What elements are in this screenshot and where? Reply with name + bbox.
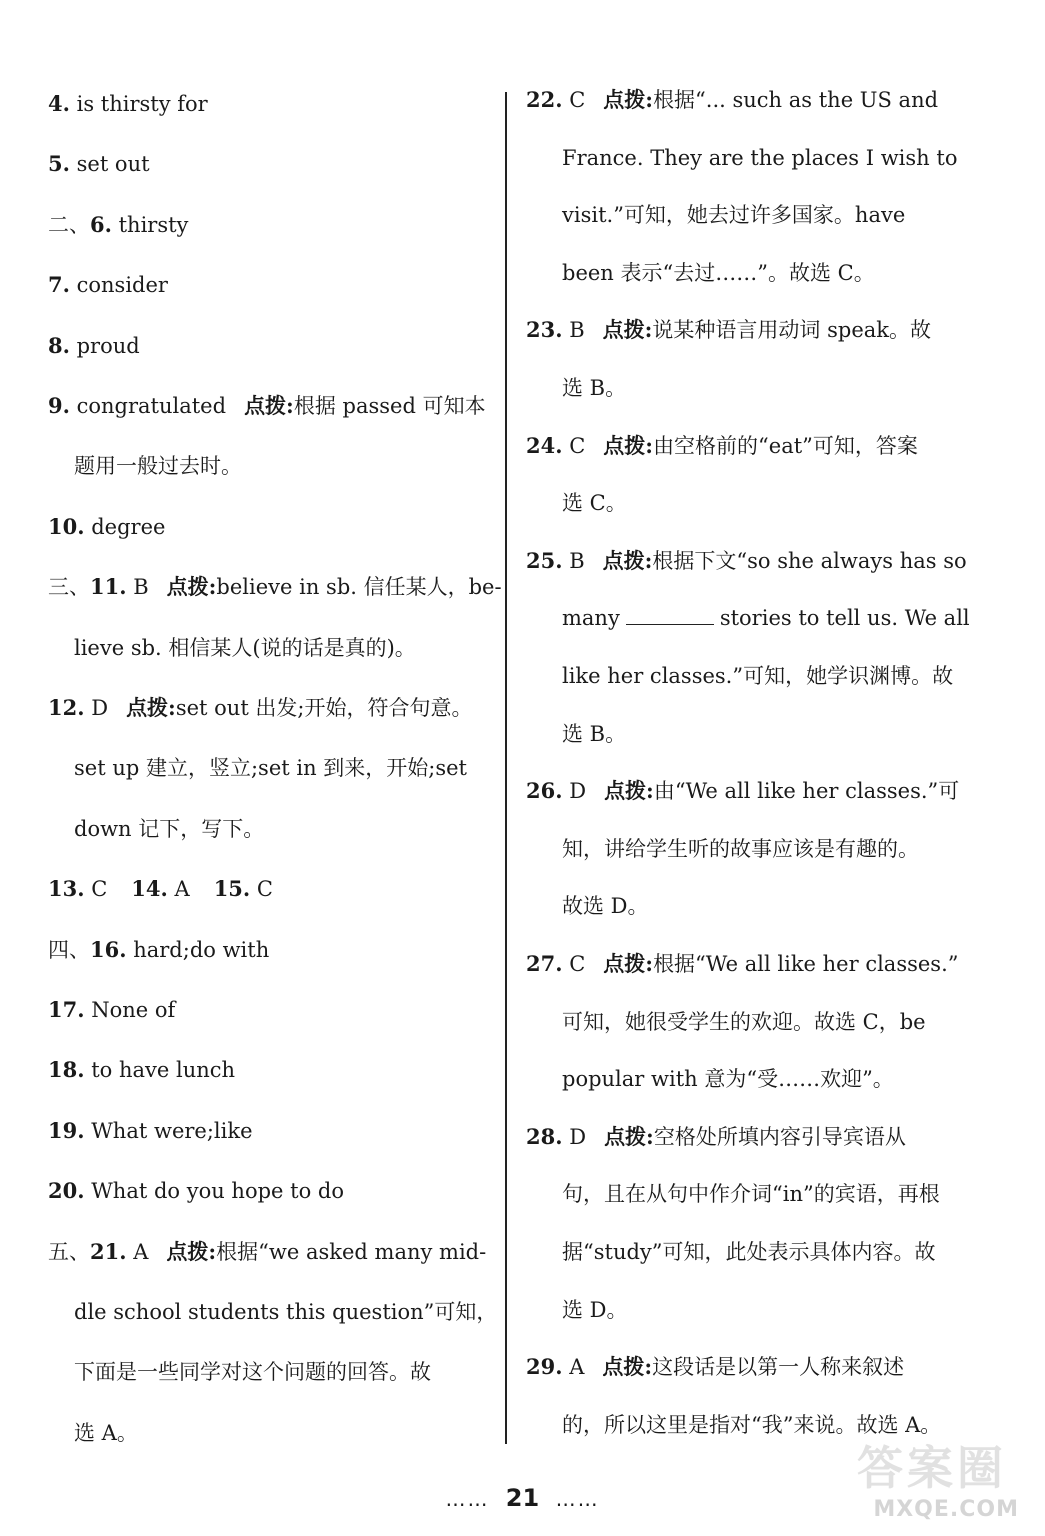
- left-line: [48, 1117, 253, 1145]
- right-line: [562, 201, 905, 229]
- item-text: C: [84, 877, 108, 902]
- item-text: D: [562, 1124, 587, 1149]
- item-text: many: [562, 606, 620, 631]
- right-line: [562, 259, 875, 287]
- item-text: B: [562, 318, 585, 343]
- item-text: C: [562, 88, 586, 112]
- item-text: visit.”可知，她去过许多国家。have: [562, 203, 906, 228]
- right-line: [526, 950, 959, 978]
- item-number: 8.: [48, 332, 70, 358]
- item-text: thirsty: [111, 212, 189, 237]
- item-text: dle school students this question”可知，: [74, 1300, 498, 1324]
- watermark: [827, 1428, 1027, 1528]
- item-text: France. They are the places I wish to: [562, 145, 958, 170]
- right-line: [562, 662, 953, 690]
- item-number: 18.: [48, 1057, 85, 1083]
- footer-dots-right: ……: [555, 1487, 600, 1511]
- item-number: 24.: [526, 432, 563, 458]
- hint-text: 根据“We all like her classes.”: [653, 952, 959, 976]
- hint-label: 点拨:: [602, 547, 653, 573]
- left-line: [48, 1238, 486, 1266]
- item-number: 22.: [526, 87, 563, 112]
- left-line: [48, 90, 208, 118]
- item-number: 10.: [48, 513, 85, 539]
- item-text: popular with 意为“受……欢迎”。: [562, 1067, 894, 1092]
- item-number: 19.: [48, 1117, 85, 1143]
- section-marker: 五、: [48, 1239, 90, 1264]
- right-line: [562, 1065, 894, 1093]
- page-number: 21: [505, 1484, 540, 1512]
- item-text: 知，讲给学生听的故事应该是有趣的。: [562, 836, 919, 861]
- section-marker: 四、: [48, 937, 90, 962]
- column-divider: [505, 92, 507, 1444]
- item-text: 故选 D。: [562, 894, 649, 919]
- right-line: [526, 1353, 904, 1381]
- left-line: [74, 1298, 497, 1326]
- item-text: 选 D。: [562, 1297, 628, 1322]
- left-line: [74, 1358, 431, 1386]
- hint-label: 点拨:: [602, 317, 653, 343]
- item-text: proud: [69, 333, 140, 358]
- hint-label: 点拨:: [602, 1354, 653, 1380]
- item-text: 的，所以这里是指对“我”来说。故选 A。: [562, 1412, 942, 1437]
- item-text: 据“study”可知，此处表示具体内容。故: [562, 1240, 936, 1264]
- item-text: lieve sb. 相信某人(说的话是真的)。: [74, 635, 416, 660]
- right-line: [562, 892, 649, 920]
- right-line: [526, 86, 938, 114]
- left-line: [48, 936, 269, 964]
- item-number: 12.: [48, 695, 85, 720]
- left-line: [48, 996, 175, 1024]
- item-number: 21.: [90, 1238, 127, 1264]
- left-line: [48, 211, 188, 239]
- hint-label: 点拨:: [603, 432, 654, 458]
- item-text: 选 C。: [562, 491, 627, 516]
- item-text: A: [167, 877, 190, 902]
- hint-label: 点拨:: [603, 87, 654, 112]
- hint-text: 说某种语言用动词 speak。故: [652, 318, 931, 343]
- right-line: [562, 604, 970, 632]
- item-number: 13.: [48, 876, 85, 902]
- item-text: What do you hope to do: [84, 1179, 344, 1204]
- item-text: like her classes.”可知，她学识渊博。故: [562, 664, 954, 688]
- right-line: [562, 1008, 926, 1036]
- item-text: degree: [84, 514, 166, 539]
- hint-text: 由空格前的“eat”可知，答案: [653, 433, 918, 458]
- right-line: [562, 1180, 940, 1208]
- item-text: 选 B。: [562, 376, 627, 400]
- item-number: 9.: [48, 393, 70, 418]
- item-text: D: [84, 696, 109, 720]
- right-line: [526, 547, 967, 575]
- right-line: [562, 489, 627, 517]
- hint-text: 空格处所填内容引导宾语从: [653, 1124, 906, 1149]
- left-line: [74, 452, 242, 480]
- left-line: [48, 1056, 235, 1084]
- right-line: [562, 1238, 936, 1266]
- item-text: C: [562, 952, 586, 976]
- item-text: is thirsty for: [69, 92, 208, 116]
- item-text: hard;do with: [126, 937, 270, 962]
- item-number: 20.: [48, 1178, 85, 1204]
- item-number: 14.: [131, 876, 168, 902]
- item-number: 15.: [213, 876, 251, 902]
- hint-text: 由“We all like her classes.”可: [653, 779, 960, 804]
- item-text: consider: [69, 273, 168, 298]
- right-line: [562, 835, 919, 863]
- section-marker: 三、: [48, 575, 90, 600]
- hint-text: 这段话是以第一人称来叙述: [652, 1355, 905, 1380]
- item-number: 26.: [526, 778, 563, 804]
- item-number: 28.: [526, 1123, 563, 1149]
- hint-label: 点拨:: [603, 951, 654, 976]
- left-line: [48, 875, 273, 903]
- left-line: [48, 150, 150, 178]
- right-line: [562, 144, 957, 172]
- blank-line: [626, 606, 714, 625]
- hint-label: 点拨:: [166, 574, 217, 600]
- hint-label: 点拨:: [604, 778, 654, 804]
- watermark-url: MXQE.COM: [873, 1497, 1019, 1522]
- right-line: [562, 720, 626, 748]
- right-line: [562, 374, 626, 402]
- left-line: [74, 1419, 138, 1447]
- right-line: [562, 1296, 628, 1324]
- item-text: A: [562, 1355, 585, 1380]
- watermark-logo: 答案圈: [857, 1441, 1007, 1495]
- footer-dots-left: ……: [445, 1487, 490, 1511]
- item-text: 选 A。: [74, 1420, 138, 1445]
- item-number: 23.: [526, 317, 563, 343]
- item-text: to have lunch: [84, 1058, 236, 1083]
- item-text: C: [562, 433, 586, 458]
- item-number: 4.: [48, 91, 70, 116]
- left-line: [74, 754, 467, 782]
- hint-text: 根据下文“so she always has so: [652, 548, 967, 573]
- left-line: [48, 694, 473, 722]
- hint-label: 点拨:: [244, 393, 294, 418]
- item-number: 17.: [48, 997, 85, 1022]
- item-number: 16.: [90, 936, 127, 962]
- item-text: A: [126, 1239, 149, 1264]
- item-text: set up 建立，竖立;set in 到来，开始;set: [74, 756, 467, 781]
- left-line: [74, 634, 416, 662]
- section-marker: 二、: [48, 212, 90, 237]
- item-text: B: [562, 548, 585, 573]
- item-text: 下面是一些同学对这个问题的回答。故: [74, 1360, 431, 1385]
- hint-text: set out 出发;开始，符合句意。: [175, 696, 473, 720]
- left-line: [74, 815, 264, 843]
- item-text: 可知，她很受学生的欢迎。故选 C，be: [562, 1009, 926, 1034]
- hint-text: 根据“... such as the US and: [653, 88, 939, 112]
- right-line: [526, 316, 931, 344]
- item-text: B: [126, 575, 149, 600]
- item-text: D: [562, 779, 587, 804]
- item-text: 选 B。: [562, 721, 627, 746]
- left-line: [48, 573, 502, 601]
- hint-label: 点拨:: [126, 695, 176, 720]
- item-number: 5.: [48, 151, 70, 177]
- item-text: set out: [69, 152, 150, 177]
- hint-text: 根据“we asked many mid-: [216, 1239, 487, 1264]
- item-number: 25.: [526, 547, 563, 573]
- item-text: What were;like: [84, 1118, 253, 1143]
- item-text: 题用一般过去时。: [74, 454, 242, 479]
- right-line: [526, 1123, 906, 1151]
- item-text: None of: [84, 998, 176, 1022]
- right-line: [526, 432, 918, 460]
- item-number: 7.: [48, 272, 70, 298]
- item-text: 句，且在从句中作介词“in”的宾语，再根: [562, 1182, 940, 1207]
- item-number: 27.: [526, 951, 563, 976]
- left-line: [48, 1177, 344, 1205]
- item-text: been 表示“去过……”。故选 C。: [562, 260, 875, 285]
- item-text: congratulated: [69, 394, 227, 418]
- item-number: 11.: [90, 574, 127, 600]
- hint-text: 根据 passed 可知本: [293, 394, 486, 418]
- left-line: [48, 332, 140, 360]
- hint-label: 点拨:: [604, 1123, 654, 1149]
- left-line: [48, 392, 486, 420]
- item-text: down 记下，写下。: [74, 816, 265, 841]
- item-text: C: [250, 877, 273, 902]
- hint-text: believe in sb. 信任某人，be-: [216, 575, 502, 600]
- item-number: 29.: [526, 1354, 563, 1380]
- item-number: 6.: [90, 211, 112, 237]
- item-text-after: stories to tell us. We all: [719, 606, 970, 631]
- hint-label: 点拨:: [166, 1238, 217, 1264]
- left-line: [48, 513, 165, 541]
- left-line: [48, 271, 168, 299]
- right-line: [526, 777, 959, 805]
